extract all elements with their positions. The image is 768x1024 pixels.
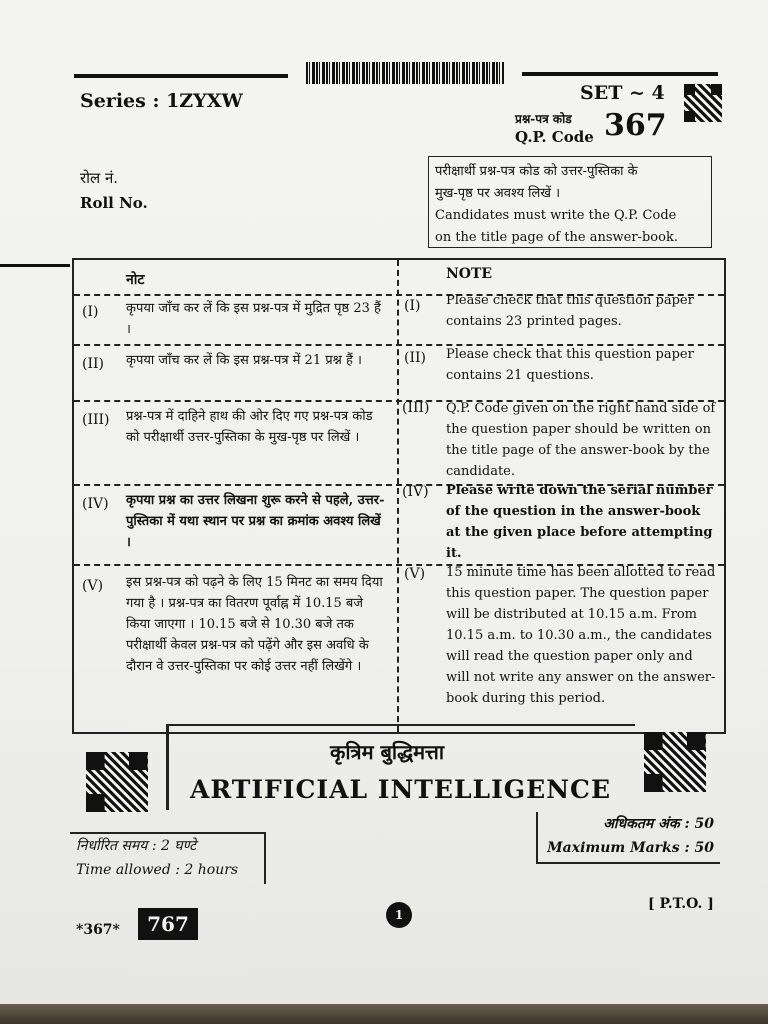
time-allowed-hindi: निर्धारित समय : 2 घण्टे [76,838,197,854]
header-line [0,264,70,267]
note-english-text: Q.P. Code given on the right hand side of the question paper should be written on the title page of the answer-book by the candidate. [446,401,716,479]
qp-code-label: Q.P. Code [515,128,594,146]
note-number: (I) [82,304,99,320]
note-hindi-text: कृपया जाँच कर लें कि इस प्रश्न-पत्र में 21 प्रश्न हैं । [126,353,362,368]
subject-title-hindi: कृत्रिम बुद्धिमत्ता [330,740,445,764]
instruction-hindi-2: मुख-पृष्ठ पर अवश्य लिखें । [435,186,561,201]
note-hindi-text: कृपया प्रश्न का उत्तर लिखना शुरू करने से पहले, उत्तर-पुस्तिका में यथा स्थान पर प्रश्न का क्रमांक अवश्य लिखें । [126,493,385,550]
time-allowed-box [70,832,266,884]
top-left-rule [74,74,288,78]
qr-code-right [644,732,706,792]
note-number: (III) [82,412,110,428]
set-label: SET ~ 4 [580,82,665,104]
note-english-text: Please check that this question paper contains 23 printed pages. [446,293,694,329]
qp-code-value: 367 [604,108,667,143]
note-number: (I) [404,298,421,314]
roll-no-label: Roll No. [80,194,148,212]
note-number: (IV) [82,496,109,512]
table-surface-edge [0,1004,768,1024]
instruction-hindi-1: परीक्षार्थी प्रश्न-पत्र कोड को उत्तर-पुस्तिका के [435,164,638,179]
note-hindi-text: प्रश्न-पत्र में दाहिने हाथ की ओर दिए गए प्रश्न-पत्र कोड को परीक्षार्थी उत्तर-पुस्तिका के मुख-पृष्ठ पर लिखें । [126,409,373,445]
note-number: (II) [404,350,426,366]
maximum-marks: Maximum Marks : 50 [547,840,714,856]
notes-table [72,258,726,734]
qp-code-hindi: प्रश्न-पत्र कोड [515,112,572,126]
note-number: (II) [82,356,104,372]
note-number: (III) [402,400,430,416]
qr-code-left [86,752,148,812]
paper-code-box: 767 [138,908,198,940]
maximum-marks-hindi: अधिकतम अंक : 50 [603,816,714,832]
page-number: 1 [386,902,412,928]
note-number: (V) [82,578,104,594]
notes-header-english: NOTE [446,266,493,282]
note-number: (IV) [402,484,429,500]
time-allowed: Time allowed : 2 hours [76,862,239,878]
qp-code-instruction-box [428,156,712,248]
notes-column-divider [397,260,399,732]
datamatrix-code [684,84,722,122]
top-right-rule [522,72,718,76]
note-english-text: Please check that this question paper contains 21 questions. [446,347,694,383]
instruction-english-1: Candidates must write the Q.P. Code [435,208,677,223]
maximum-marks-box [536,812,720,864]
note-hindi-text: इस प्रश्न-पत्र को पढ़ने के लिए 15 मिनट का समय दिया गया है । प्रश्न-पत्र का वितरण पूर्वाह्न में 10.15 बजे किया जाएगा । 10.15 बजे से 10.30 बजे तक परीक्षार्थी केवल प्रश्न-पत्र को पढ़ेंगे और इस अवधि के दौरान वे उत्तर-पुस्तिका पर कोई उत्तर नहीं लिखेंगे । [126,575,383,674]
note-english-text: Please write down the serial number of the question in the answer-book at the given place before attempting it. [446,483,713,561]
barcode [306,62,504,84]
note-number: (V) [404,566,426,582]
please-turn-over: [ P.T.O. ] [648,896,714,912]
roll-no-hindi: रोल नं. [80,169,119,187]
note-english-text: 15 minute time has been allotted to read this question paper. The question paper will be distributed at 10.15 a.m. From 10.15 a.m. to 10.30 a.m., the candidates will read the question paper only and will not write any answer on the answer-book during this period. [446,565,716,706]
subject-title: ARTIFICIAL INTELLIGENCE [190,775,612,804]
paper-code: *367* [76,922,120,938]
series-label: Series : 1ZYXW [80,90,243,112]
note-hindi-text: कृपया जाँच कर लें कि इस प्रश्न-पत्र में मुद्रित पृष्ठ 23 हैं । [126,301,381,337]
instruction-english-2: on the title page of the answer-book. [435,230,678,245]
notes-header-hindi: नोट [126,272,145,288]
